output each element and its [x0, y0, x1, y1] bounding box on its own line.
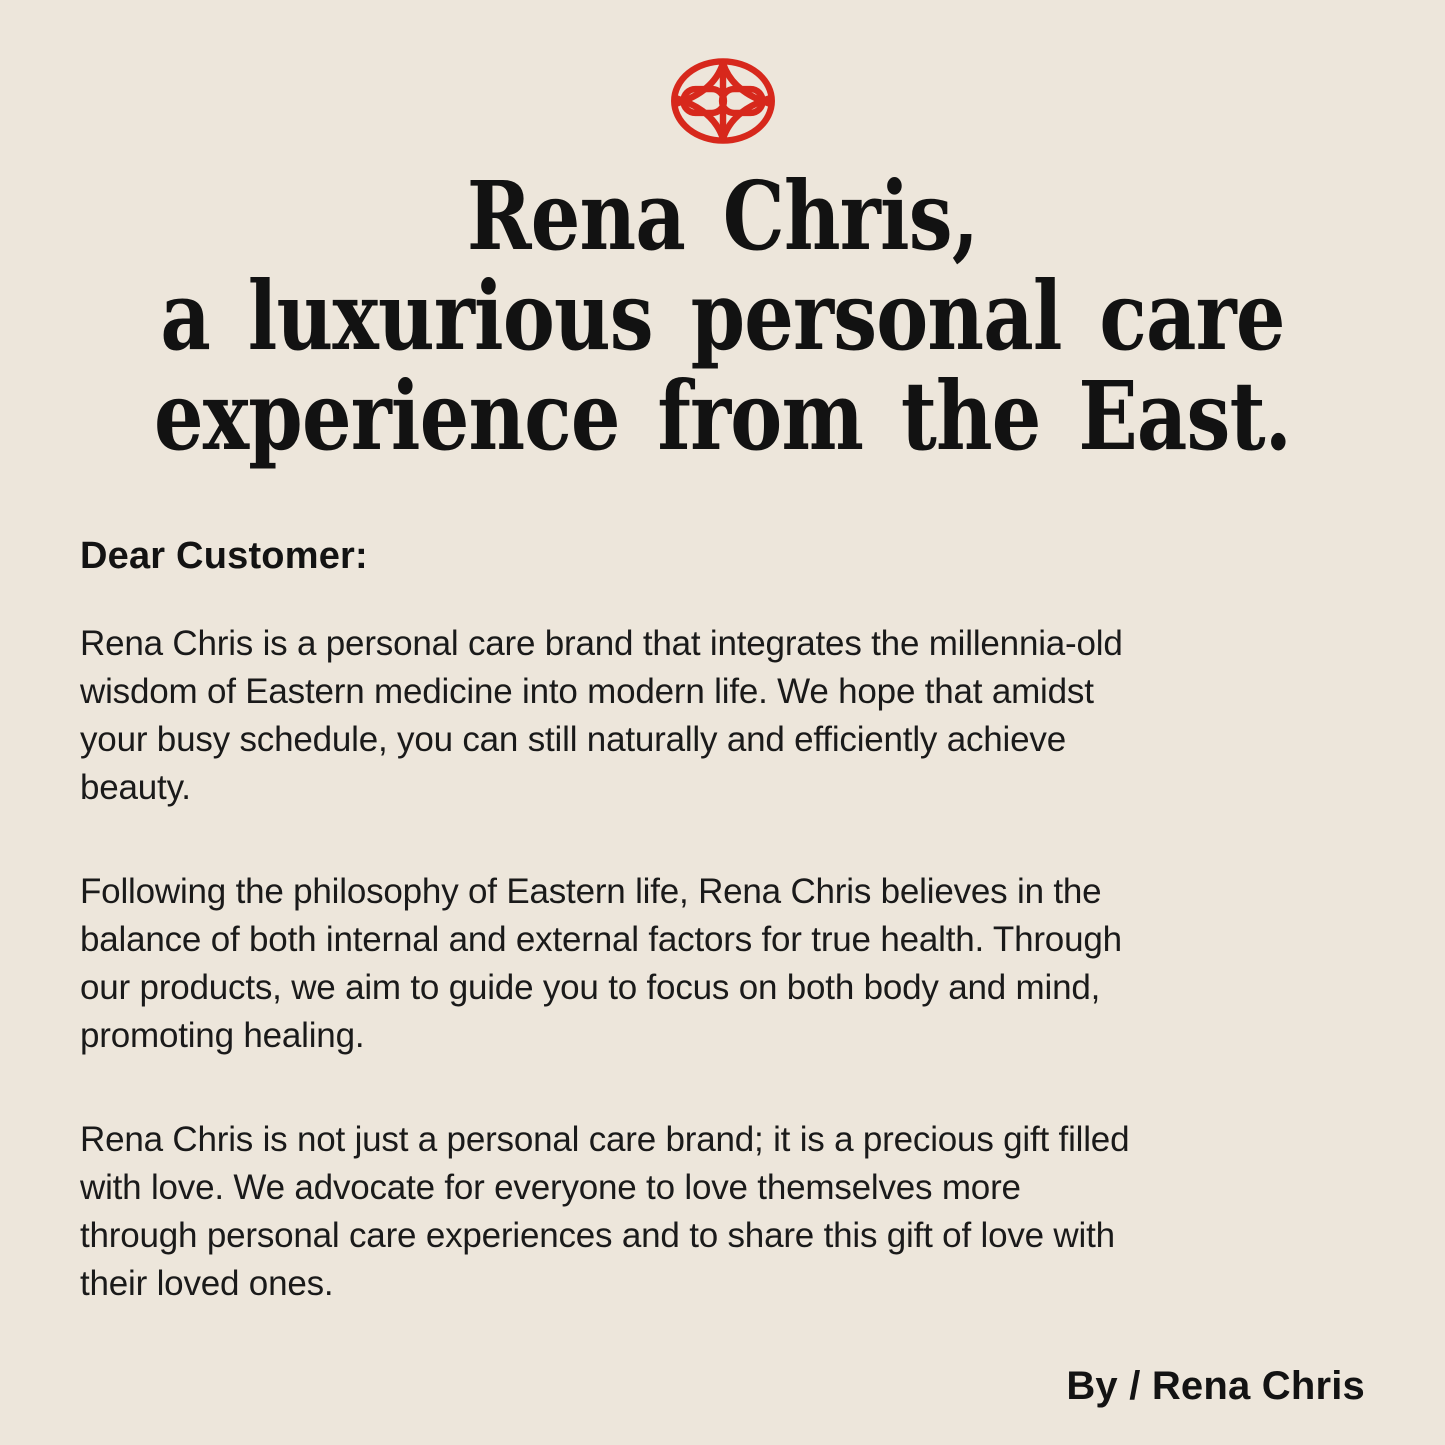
rena-chris-emblem-icon	[667, 55, 779, 147]
paragraph-line: Rena Chris is not just a personal care brand; it is a precious gift filled	[80, 1120, 1130, 1159]
headline	[130, 161, 1315, 472]
letter-body	[80, 620, 1365, 1308]
paragraph-2	[80, 868, 1365, 1060]
paragraph-line: promoting healing.	[80, 1016, 365, 1055]
paragraph-line: balance of both internal and external factors for true health. Through	[80, 920, 1122, 959]
salutation: Dear Customer:	[80, 535, 368, 577]
paragraph-line: beauty.	[80, 768, 191, 807]
headline-line-3: experience from the East.	[153, 361, 1292, 472]
logo-row	[80, 55, 1365, 147]
signature: By / Rena Chris	[1066, 1364, 1365, 1408]
headline-line-1: Rena Chris,	[466, 161, 979, 272]
paragraph-line: Following the philosophy of Eastern life, Rena Chris believes in the	[80, 872, 1102, 911]
headline-line-2: a luxurious personal care	[160, 261, 1285, 372]
paragraph-line: our products, we aim to guide you to focus on both body and mind,	[80, 968, 1101, 1007]
paragraph-line: with love. We advocate for everyone to love themselves more	[80, 1168, 1021, 1207]
paragraph-3	[80, 1116, 1365, 1308]
paragraph-line: through personal care experiences and to share this gift of love with	[80, 1216, 1115, 1255]
paragraph-line: your busy schedule, you can still naturally and efficiently achieve	[80, 720, 1066, 759]
paragraph-line: their loved ones.	[80, 1264, 334, 1303]
paragraph-1	[80, 620, 1365, 812]
paragraph-line: wisdom of Eastern medicine into modern life. We hope that amidst	[80, 672, 1094, 711]
paragraph-line: Rena Chris is a personal care brand that integrates the millennia-old	[80, 624, 1123, 663]
